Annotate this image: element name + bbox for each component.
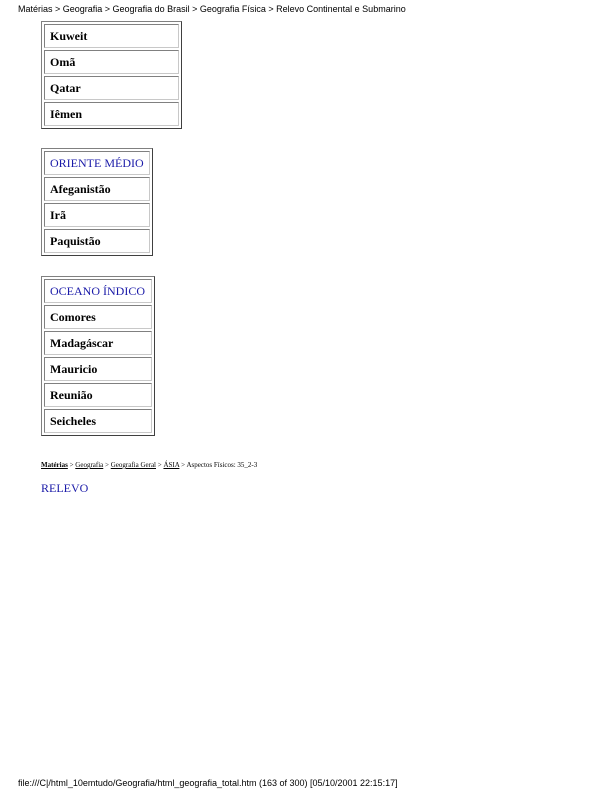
gulf-countries-table	[41, 21, 182, 129]
breadcrumb-link-asia[interactable]: ÁSIA	[163, 461, 180, 469]
table-row	[44, 409, 152, 433]
table-row	[44, 177, 150, 201]
table-row	[44, 331, 152, 355]
breadcrumb-link-geografia-geral[interactable]: Geografia Geral	[110, 461, 156, 469]
table-heading-row	[44, 151, 150, 175]
table-row	[44, 383, 152, 407]
table-row	[44, 102, 179, 126]
table-row	[44, 203, 150, 227]
breadcrumb-link-geografia[interactable]: Geografia	[75, 461, 104, 469]
table-row	[44, 76, 179, 100]
middle-east-table	[41, 148, 153, 256]
section-title: RELEVO	[41, 481, 89, 495]
country-cell: Iêmen	[44, 102, 179, 126]
country-cell: Mauricio	[44, 357, 152, 381]
country-cell: Afeganistão	[44, 177, 150, 201]
breadcrumb-link-materias[interactable]: Matérias	[41, 461, 68, 469]
breadcrumb-current: Aspectos Físicos: 35_2-3	[186, 461, 258, 469]
breadcrumb-separator: >	[67, 461, 76, 469]
page-header-path: Matérias > Geografia > Geografia do Brasil > Geografia Física > Relevo Continental e Submarino	[18, 4, 406, 14]
table-row	[44, 229, 150, 253]
table-heading: ORIENTE MÉDIO	[44, 151, 150, 175]
country-cell: Paquistão	[44, 229, 150, 253]
country-cell: Madagáscar	[44, 331, 152, 355]
table-heading-row	[44, 279, 152, 303]
country-cell: Reunião	[44, 383, 152, 407]
country-cell: Omã	[44, 50, 179, 74]
table-heading: OCEANO ÍNDICO	[44, 279, 152, 303]
table-row	[44, 305, 152, 329]
country-cell: Comores	[44, 305, 152, 329]
country-cell: Seicheles	[44, 409, 152, 433]
table-row	[44, 24, 179, 48]
breadcrumb	[41, 461, 257, 469]
indian-ocean-table	[41, 276, 155, 436]
table-row	[44, 50, 179, 74]
country-cell: Kuweit	[44, 24, 179, 48]
page-footer-path: file:///C|/html_10emtudo/Geografia/html_geografia_total.htm (163 of 300) [05/10/2001 22:15:17]	[18, 778, 398, 788]
breadcrumb-separator: >	[156, 461, 164, 469]
country-cell: Qatar	[44, 76, 179, 100]
country-cell: Irã	[44, 203, 150, 227]
breadcrumb-separator: >	[103, 461, 111, 469]
breadcrumb-separator: >	[179, 461, 187, 469]
table-row	[44, 357, 152, 381]
